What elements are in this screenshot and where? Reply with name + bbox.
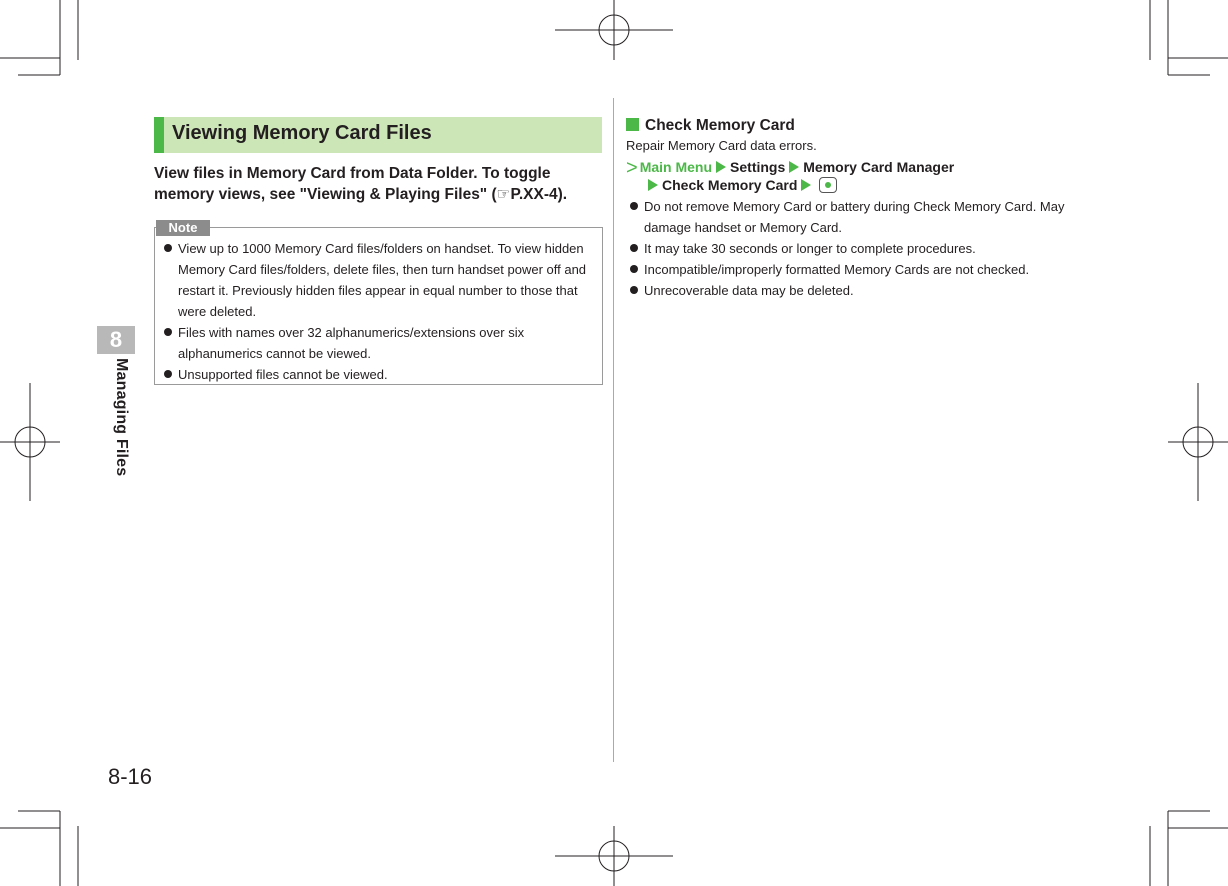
- note-item: Files with names over 32 alphanumerics/extensions over six alphanumerics cannot be viewed.: [162, 322, 602, 364]
- arrow-right-icon: [801, 179, 811, 191]
- path-step-main-menu: Main Menu: [639, 159, 713, 175]
- chapter-number-tab: 8: [97, 326, 135, 354]
- path-step-settings: Settings: [730, 159, 786, 175]
- page-number: 8-16: [108, 764, 153, 789]
- path-step-memory-card-manager: Memory Card Manager: [803, 159, 955, 175]
- green-square-icon: [626, 118, 639, 131]
- note-label: Note: [156, 220, 210, 236]
- subsection-heading: [626, 117, 795, 135]
- caution-item: Unrecoverable data may be deleted.: [628, 280, 1068, 301]
- caution-item: Do not remove Memory Card or battery during Check Memory Card. May damage handset or Memory Card.: [628, 196, 1068, 238]
- note-list: [162, 238, 602, 385]
- column-divider: [613, 98, 614, 762]
- caution-list: [628, 196, 1068, 301]
- subsection-heading-text: Check Memory Card: [645, 117, 795, 134]
- section-heading-text: Viewing Memory Card Files: [172, 122, 432, 144]
- note-item: Unsupported files cannot be viewed.: [162, 364, 602, 385]
- menu-path-line-2: [644, 177, 837, 193]
- greater-than-icon: >: [626, 157, 638, 179]
- section-heading: [154, 117, 602, 153]
- center-key-icon: [819, 177, 837, 193]
- note-item: View up to 1000 Memory Card files/folders on handset. To view hidden Memory Card files/folders, delete files, then turn handset power off and restart it. Previously hidden files appear in equal number to those that were deleted.: [162, 238, 602, 322]
- caution-item: Incompatible/improperly formatted Memory Cards are not checked.: [628, 259, 1068, 280]
- arrow-right-icon: [648, 179, 658, 191]
- caution-item: It may take 30 seconds or longer to complete procedures.: [628, 238, 1068, 259]
- path-step-check-memory-card: Check Memory Card: [662, 177, 798, 193]
- chapter-title: Managing Files: [113, 358, 130, 477]
- section-intro: View files in Memory Card from Data Folder. To toggle memory views, see "Viewing & Playing Files" (☞P.XX-4).: [154, 165, 568, 203]
- arrow-right-icon: [716, 161, 726, 173]
- subsection-description: Repair Memory Card data errors.: [626, 138, 817, 153]
- arrow-right-icon: [789, 161, 799, 173]
